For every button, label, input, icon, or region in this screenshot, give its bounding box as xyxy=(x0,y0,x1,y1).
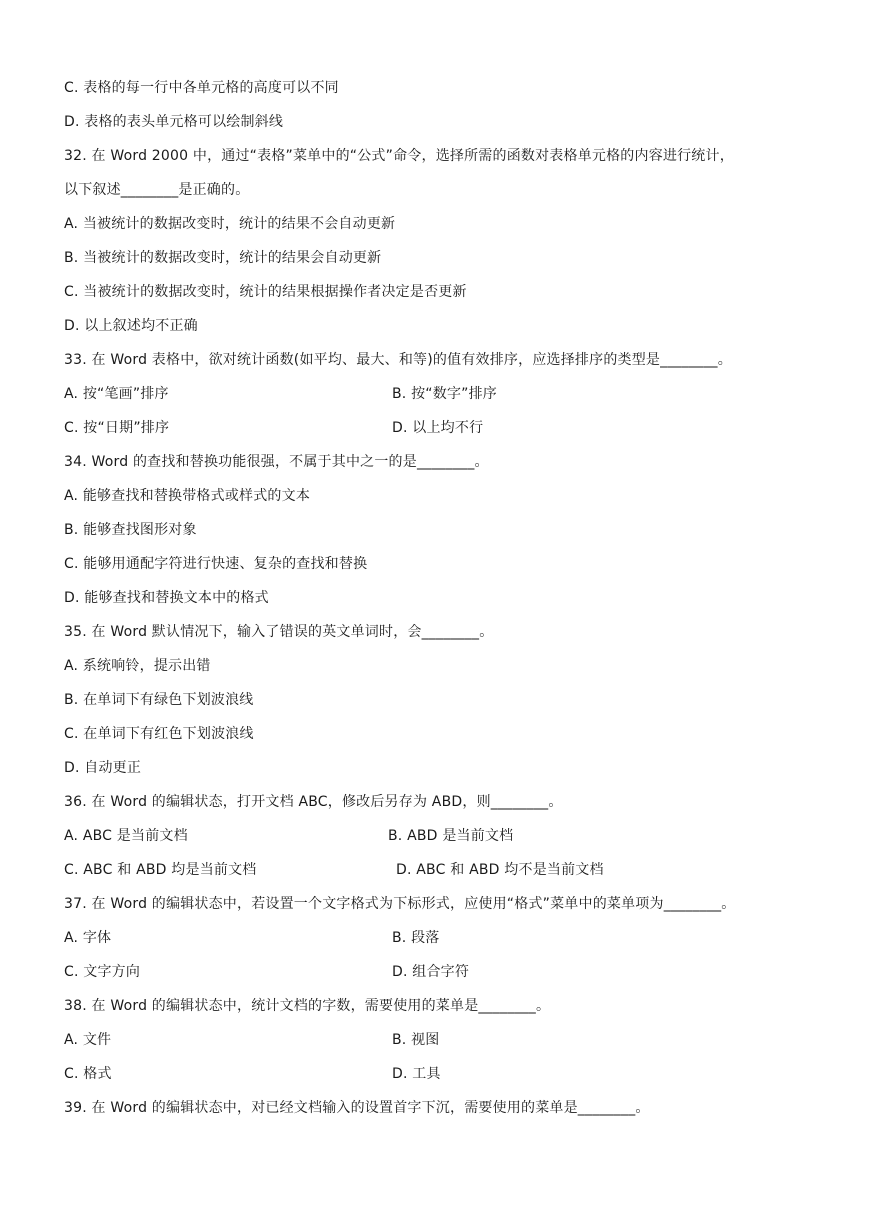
q35-stem: 35. 在 Word 默认情况下，输入了错误的英文单词时，会________。 xyxy=(64,624,494,640)
q32-option-d: D. 以上叙述均不正确 xyxy=(64,318,198,334)
q38-stem: 38. 在 Word 的编辑状态中，统计文档的字数，需要使用的菜单是________。 xyxy=(64,998,551,1014)
q35-option-b: B. 在单词下有绿色下划波浪线 xyxy=(64,692,254,708)
q34-option-b: B. 能够查找图形对象 xyxy=(64,522,197,538)
q38-option-a: A. 文件 xyxy=(64,1032,112,1048)
q31-option-d: D. 表格的表头单元格可以绘制斜线 xyxy=(64,114,284,130)
q38-option-c: C. 格式 xyxy=(64,1066,112,1082)
q37-option-c: C. 文字方向 xyxy=(64,964,141,980)
q35-option-d: D. 自动更正 xyxy=(64,760,142,776)
q33-option-d: D. 以上均不行 xyxy=(392,420,484,436)
q36-option-a: A. ABC 是当前文档 xyxy=(64,828,188,844)
q33-option-a: A. 按“笔画”排序 xyxy=(64,386,169,402)
q39-stem: 39. 在 Word 的编辑状态中，对已经文档输入的设置首字下沉，需要使用的菜单是________。 xyxy=(64,1100,650,1116)
q37-option-d: D. 组合字符 xyxy=(392,964,470,980)
q33-option-c: C. 按“日期”排序 xyxy=(64,420,170,436)
q37-stem: 37. 在 Word 的编辑状态中，若设置一个文字格式为下标形式，应使用“格式”菜单中的菜单项为________。 xyxy=(64,896,736,912)
q34-option-c: C. 能够用通配字符进行快速、复杂的查找和替换 xyxy=(64,556,368,572)
q36-option-d: D. ABC 和 ABD 均不是当前文档 xyxy=(396,862,604,878)
q34-option-a: A. 能够查找和替换带格式或样式的文本 xyxy=(64,488,311,504)
q36-option-c: C. ABC 和 ABD 均是当前文档 xyxy=(64,862,257,878)
q35-option-a: A. 系统响铃，提示出错 xyxy=(64,658,211,674)
q37-option-a: A. 字体 xyxy=(64,930,112,946)
q34-stem: 34. Word 的查找和替换功能很强，不属于其中之一的是________。 xyxy=(64,454,489,470)
q38-option-d: D. 工具 xyxy=(392,1066,441,1082)
q34-option-d: D. 能够查找和替换文本中的格式 xyxy=(64,590,269,606)
q32-option-b: B. 当被统计的数据改变时，统计的结果会自动更新 xyxy=(64,250,382,266)
q38-option-b: B. 视图 xyxy=(392,1032,440,1048)
q32-stem-cont: 以下叙述________是正确的。 xyxy=(64,182,250,198)
q32-option-a: A. 当被统计的数据改变时，统计的结果不会自动更新 xyxy=(64,216,396,232)
q33-stem: 33. 在 Word 表格中，欲对统计函数(如平均、最大、和等)的值有效排序，应选择排序的类型是________。 xyxy=(64,352,732,368)
q37-option-b: B. 段落 xyxy=(392,930,440,946)
q35-option-c: C. 在单词下有红色下划波浪线 xyxy=(64,726,254,742)
q32-stem: 32. 在 Word 2000 中，通过“表格”菜单中的“公式”命令，选择所需的函数对表格单元格的内容进行统计， xyxy=(64,148,734,164)
q33-option-b: B. 按“数字”排序 xyxy=(392,386,498,402)
q32-option-c: C. 当被统计的数据改变时，统计的结果根据操作者决定是否更新 xyxy=(64,284,467,300)
q36-option-b: B. ABD 是当前文档 xyxy=(388,828,514,844)
q36-stem: 36. 在 Word 的编辑状态，打开文档 ABC，修改后另存为 ABD，则________。 xyxy=(64,794,563,810)
q31-option-c: C. 表格的每一行中各单元格的高度可以不同 xyxy=(64,80,339,96)
